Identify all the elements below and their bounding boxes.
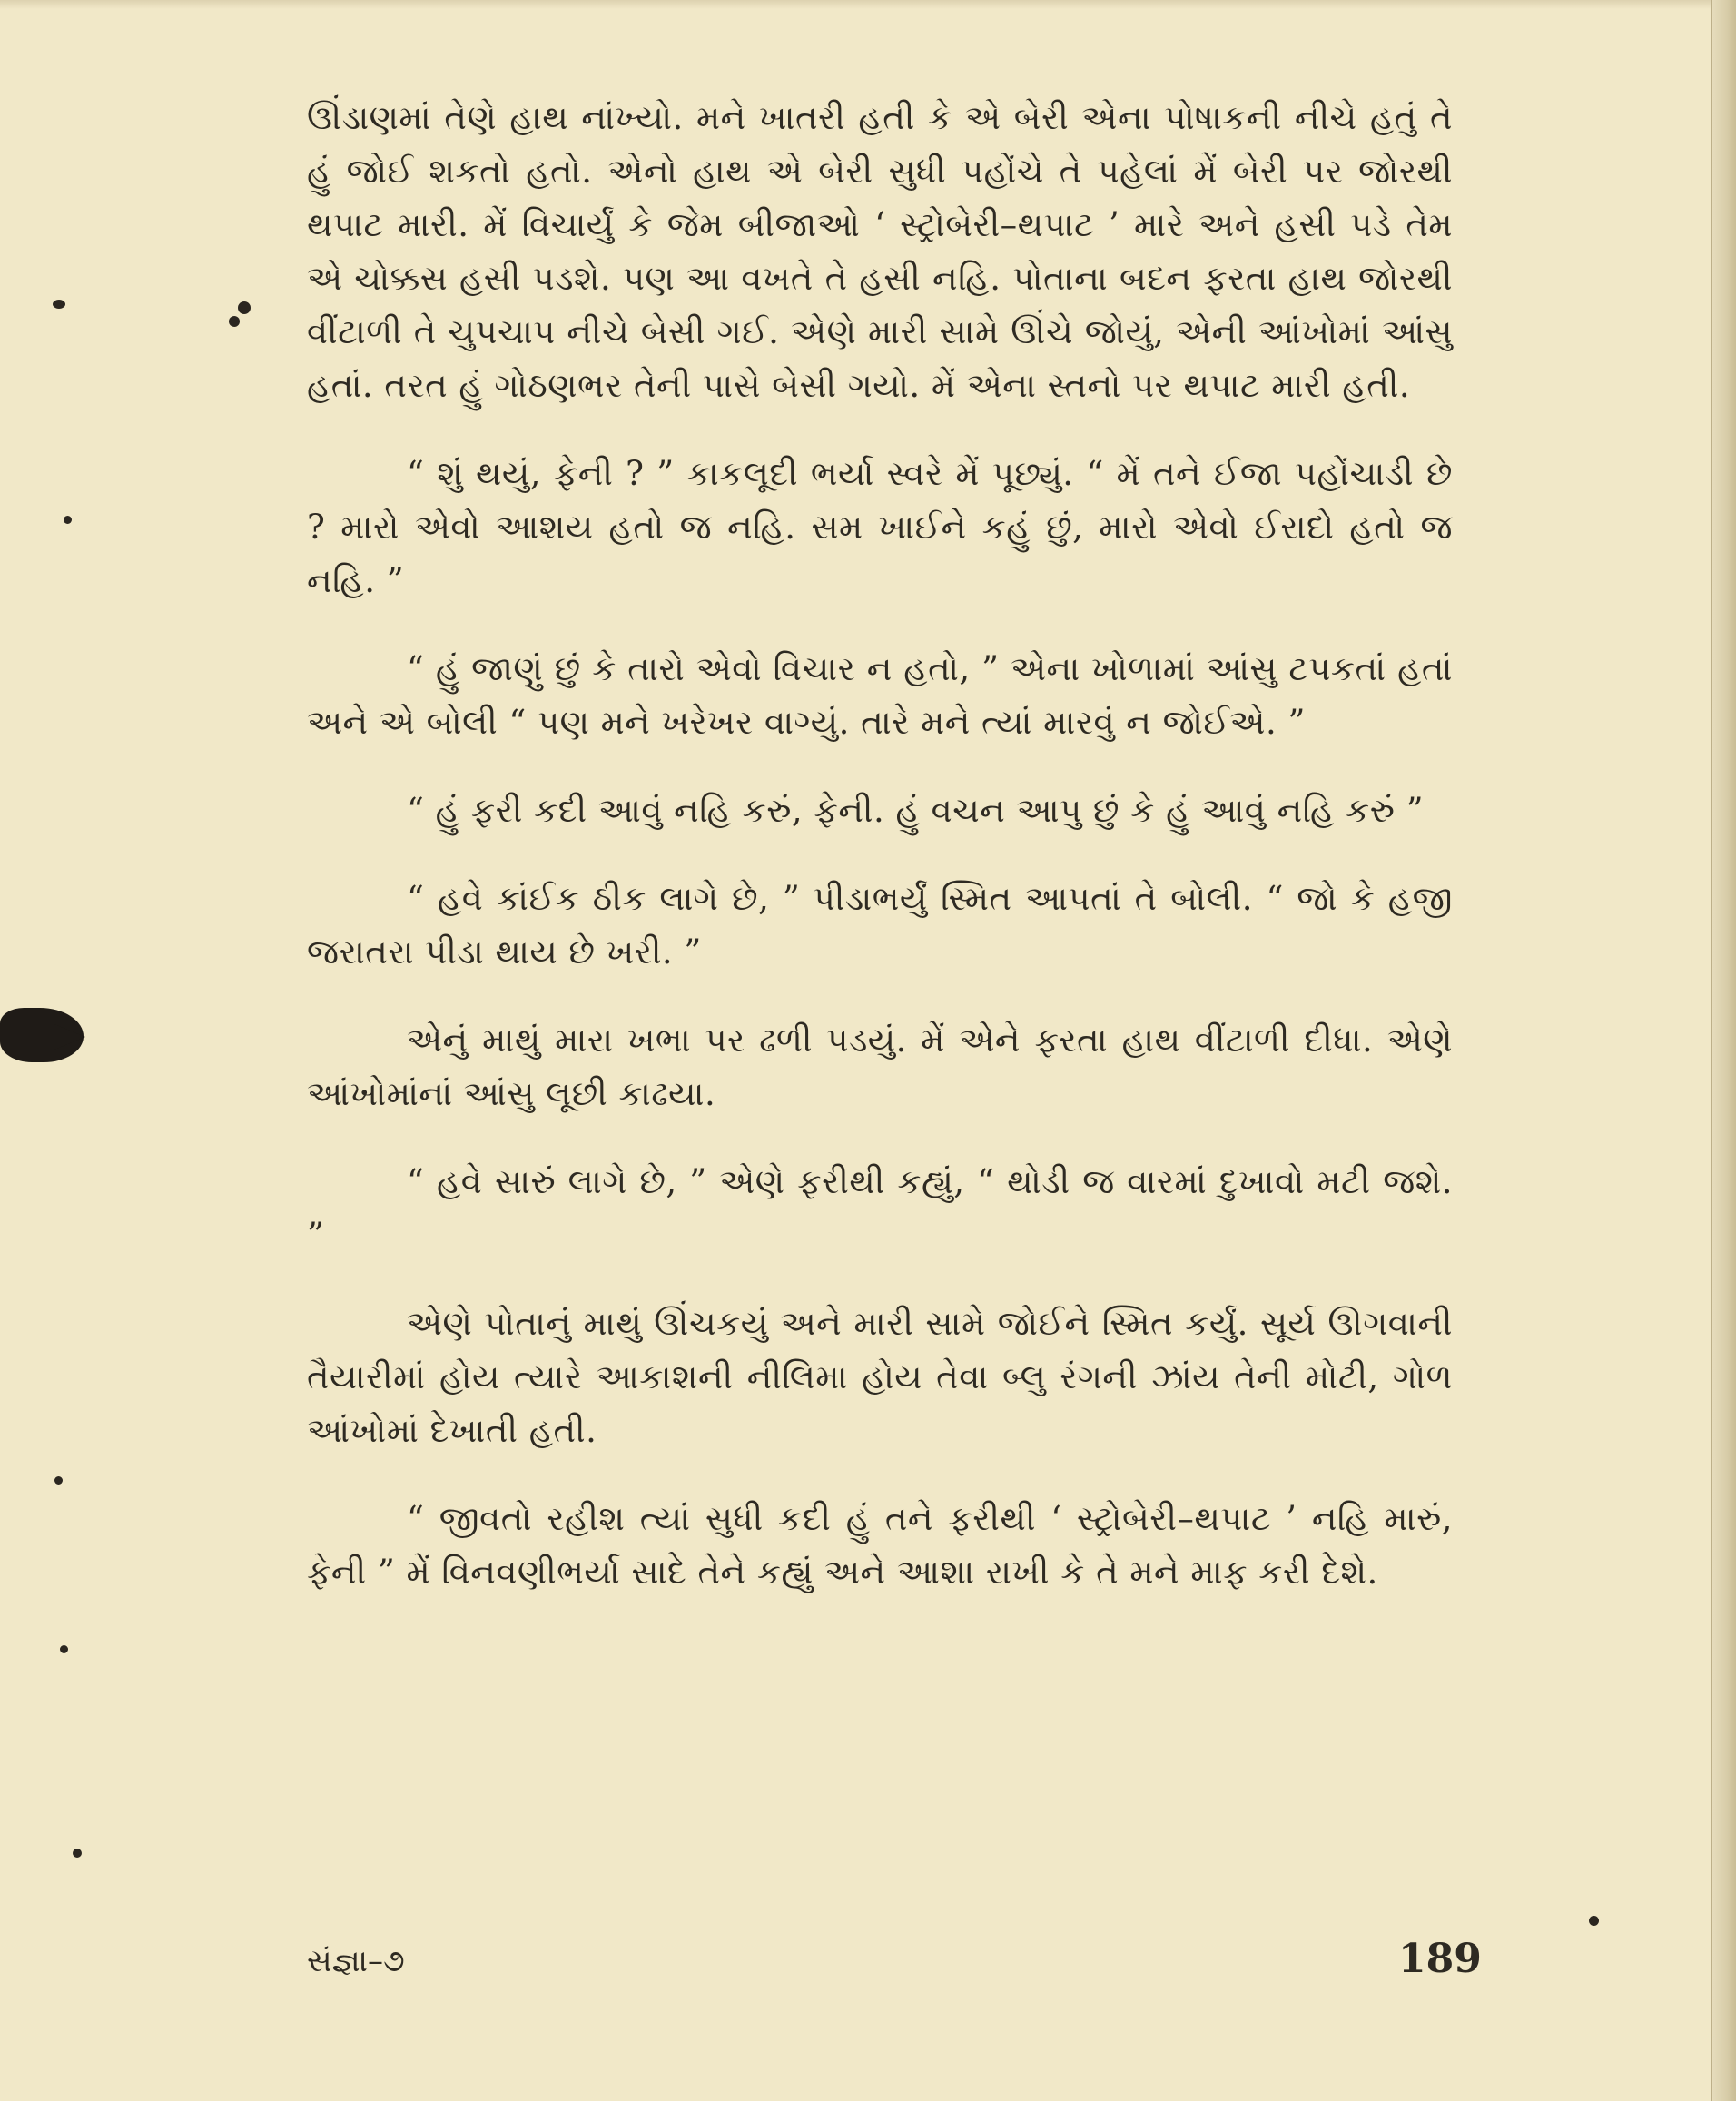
- paragraph: એણે પોતાનું માથું ઊંચકયું અને મારી સામે જોઈને સ્મિત કર્યું. સૂર્ય ઊગવાની તૈયારીમાં હોય ત્યારે આકાશની નીલિમા હોય તેવા બ્લુ રંગની ઝાંય તેની મોટી, ગોળ આંખોમાં દેખાતી હતી.: [307, 1304, 1453, 1450]
- margin-speck: [229, 316, 240, 327]
- margin-speck: [53, 300, 65, 309]
- margin-speck: [1589, 1916, 1599, 1926]
- page-right-edge: [1711, 0, 1736, 2101]
- ink-blot-tip: [54, 1024, 85, 1050]
- paragraph: “ હું જાણું છું કે તારો એવો વિચાર ન હતો, ” એના ખોળામાં આંસુ ટપકતાં હતાં અને એ બોલી “ પણ મને ખરેખર વાગ્યું. તારે મને ત્યાં મારવું ન જોઈએ. ”: [307, 649, 1453, 742]
- paragraph: “ જીવતો રહીશ ત્યાં સુધી કદી હું તને ફરીથી ‘ સ્ટ્રોબેરી–થપાટ ’ નહિ મારું, ફેની ” મેં વિનવણીભર્યા સાદે તેને કહ્યું અને આશા રાખી કે તે મને માફ કરી દેશે.: [307, 1499, 1453, 1592]
- paragraph: “ હું ફરી કદી આવું નહિ કરું, ફેની. હું વચન આપુ છું કે હું આવું નહિ કરું ”: [407, 791, 1424, 830]
- signature-mark: સંજ્ઞા–૭: [307, 1943, 405, 1979]
- paragraph: “ હવે કાંઈક ઠીક લાગે છે, ” પીડાભર્યું સ્મિત આપતાં તે બોલી. “ જો કે હજી જરાતરા પીડા થાય છે ખરી. ”: [307, 879, 1453, 972]
- margin-speck: [73, 1849, 82, 1858]
- paragraph: એનું માથું મારા ખભા પર ઢળી પડયું. મેં એને ફરતા હાથ વીંટાળી દીધા. એણે આંખોમાંનાં આંસુ લૂછી કાઢયા.: [307, 1021, 1453, 1113]
- margin-speck: [54, 1476, 63, 1485]
- page-number: 189: [1398, 1936, 1482, 1982]
- margin-speck: [238, 301, 251, 314]
- paragraph: “ શું થયું, ફેની ? ” કાકલૂદી ભર્યા સ્વરે મેં પૂછ્યું. “ મેં તને ઈજા પહોંચાડી છે ? મારો એવો આશય હતો જ નહિ. સમ ખાઈને કહું છું, મારો એવો ઈરાદો હતો જ નહિ. ”: [307, 454, 1453, 600]
- margin-speck: [60, 1645, 68, 1653]
- paragraph: ઊંડાણમાં તેણે હાથ નાંખ્યો. મને ખાતરી હતી કે એ બેરી એના પોષાકની નીચે હતું તે હું જોઈ શકતો હતો. એનો હાથ એ બેરી સુધી પહોંચે તે પહેલાં મેં બેરી પર જોરથી થપાટ મારી. મેં વિચાર્યું કે જેમ બીજાઓ ‘ સ્ટ્રોબેરી–થપાટ ’ મારે અને હસી પડે તેમ એ ચોક્કસ હસી પડશે. પણ આ વખતે તે હસી નહિ. પોતાના બદન ફરતા હાથ જોરથી વીંટાળી તે ચુપચાપ નીચે બેસી ગઈ. એણે મારી સામે ઊંચે જોયું, એની આંખોમાં આંસુ હતાં. તરત હું ગોઠણભર તેની પાસે બેસી ગયો. મેં એના સ્તનો પર થપાટ મારી હતી.: [307, 98, 1453, 405]
- page-top-edge: [0, 0, 1736, 9]
- margin-speck: [64, 516, 72, 524]
- paragraph: “ હવે સારું લાગે છે, ” એણે ફરીથી કહ્યું, “ થોડી જ વારમાં દુખાવો મટી જશે. ”: [307, 1162, 1453, 1255]
- body-text: [307, 91, 1453, 1633]
